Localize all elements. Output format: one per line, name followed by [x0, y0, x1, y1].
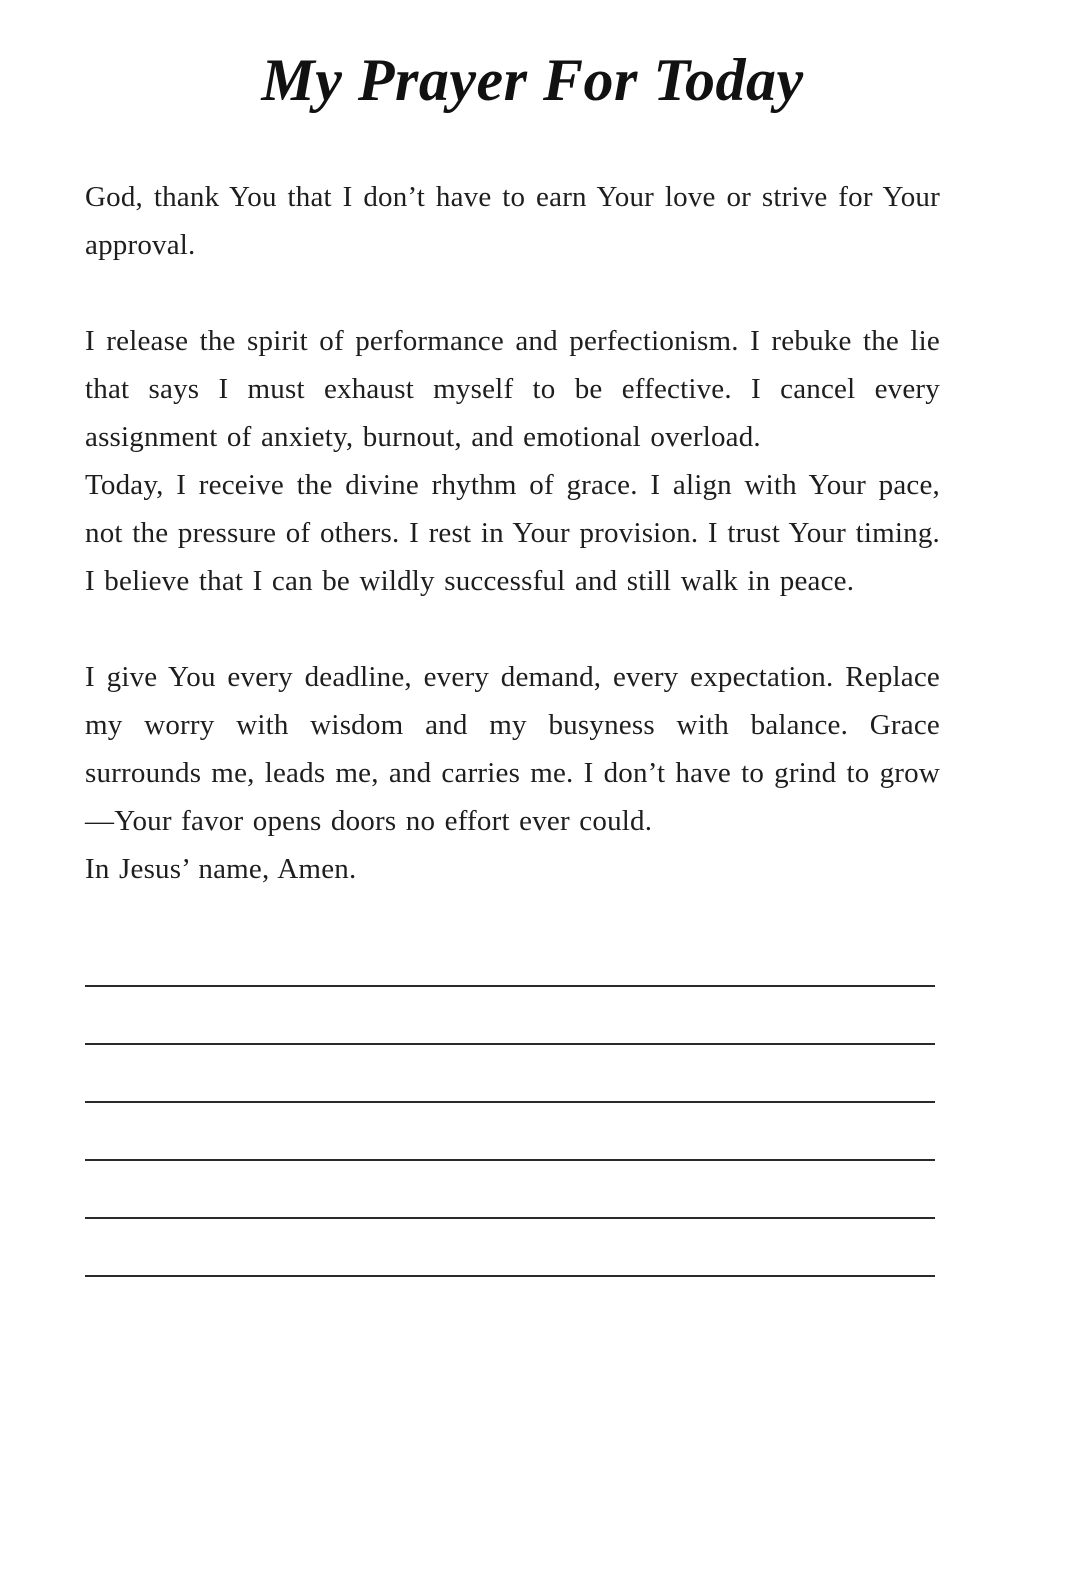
writing-line [85, 1161, 935, 1219]
writing-line [85, 1103, 935, 1161]
writing-lines [85, 929, 935, 1277]
prayer-paragraph-2: I release the spirit of performance and perfectionism. I rebuke the lie that says I must exhaust myself to be effective. I cancel every assignment of anxiety, burnout, and emotional overload. [85, 325, 940, 453]
prayer-closing-line: In Jesus’ name, Amen. [85, 853, 357, 885]
writing-line [85, 929, 935, 987]
writing-line [85, 987, 935, 1045]
page-title: My Prayer For Today [261, 47, 804, 113]
prayer-paragraph-1: God, thank You that I don’t have to earn Your love or strive for Your approval. [85, 181, 940, 261]
writing-line [85, 1219, 935, 1277]
prayer-paragraph-3: I give You every deadline, every demand, every expectation. Replace my worry with wisdom and my busyness with balance. Grace surrounds me, leads me, and carries me. I don’t have to grind to grow—Your favor opens doors no effort ever could. [85, 661, 940, 837]
prayer-body [85, 173, 940, 1277]
prayer-paragraph-2-continued: Today, I receive the divine rhythm of grace. I align with Your pace, not the pressure of others. I rest in Your provision. I trust Your timing. I believe that I can be wildly successful and still walk in peace. [85, 469, 940, 597]
writing-line [85, 1045, 935, 1103]
